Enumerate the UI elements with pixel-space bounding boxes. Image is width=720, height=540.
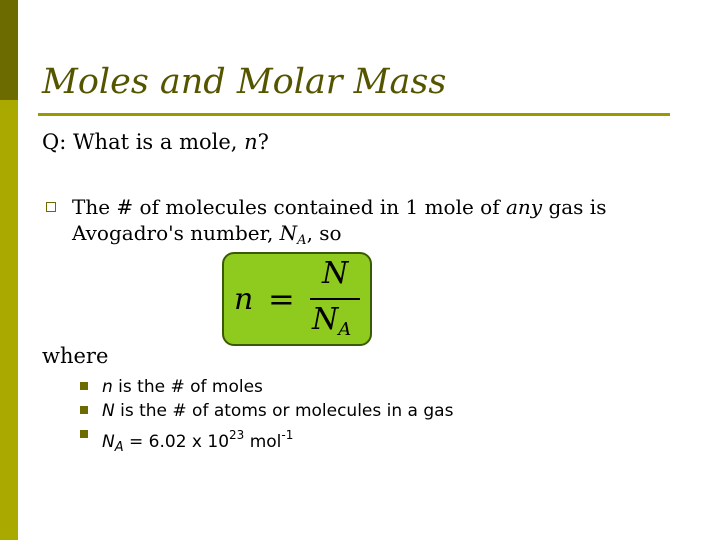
item-var: n — [102, 377, 113, 397]
para-var-sub: A — [297, 233, 307, 248]
question-prefix: Q: What is a mole, — [42, 130, 245, 154]
para-emphasis: any — [505, 195, 543, 219]
filled-square-bullet-icon — [80, 406, 88, 414]
filled-square-bullet-icon — [80, 382, 88, 390]
equation-box — [222, 252, 372, 346]
item-text: is the # of moles — [112, 377, 263, 397]
item-sup2: -1 — [281, 428, 294, 442]
title-underline — [38, 113, 670, 116]
question-suffix: ? — [257, 130, 269, 154]
para-var: N — [279, 221, 298, 245]
para-part2: gas is Avogadro's number, — [72, 195, 607, 245]
equation-lhs: n — [234, 282, 254, 317]
item-text: is the # of atoms or molecules in a gas — [114, 401, 454, 421]
item-text: = 6.02 x 10 — [123, 432, 230, 452]
filled-square-bullet-icon — [80, 430, 88, 438]
fraction-bar — [310, 298, 360, 300]
para-part3: , so — [306, 221, 342, 245]
equation-numerator: N — [322, 256, 349, 291]
equation-denominator-sub: A — [338, 319, 352, 340]
item-var-sub: A — [114, 440, 124, 455]
equation-denominator-var: N — [312, 302, 339, 337]
item-var: N — [102, 401, 115, 421]
left-accent-bar — [0, 100, 18, 540]
equation-equals: = — [268, 280, 295, 318]
item-text2: mol — [244, 432, 282, 452]
item-sup: 23 — [229, 428, 245, 442]
equation-denominator — [312, 302, 351, 340]
question-text — [42, 130, 269, 154]
square-bullet-icon — [46, 202, 56, 212]
item-var: N — [102, 432, 115, 452]
question-var: n — [244, 130, 258, 154]
para-part1: The # of molecules contained in 1 mole of — [72, 195, 506, 219]
left-accent-bar-top — [0, 0, 18, 100]
where-label: where — [42, 344, 109, 368]
slide-title: Moles and Molar Mass — [42, 62, 447, 102]
bullet-paragraph — [72, 194, 672, 254]
